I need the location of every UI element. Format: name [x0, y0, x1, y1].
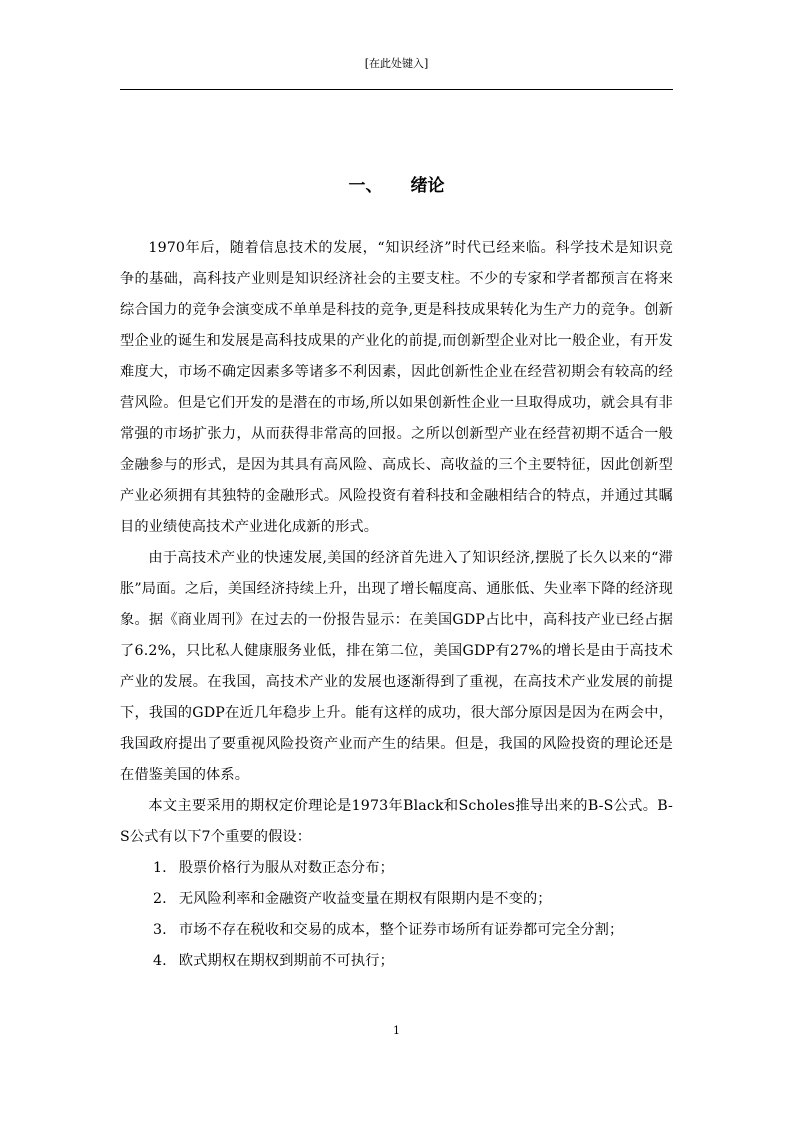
- list-item: [120, 946, 673, 977]
- list-item-number: 4.: [153, 953, 167, 969]
- section-heading: [0, 173, 793, 199]
- page-number: 1: [393, 1024, 400, 1037]
- list-item-text: 无风险利率和金融资产收益变量在期权有限期内是不变的；: [178, 891, 552, 907]
- list-item-text: 欧式期权在期权到期前不可执行；: [178, 953, 394, 969]
- paragraph-intro: 1970年后，随着信息技术的发展，“知识经济”时代已经来临。科学技术是知识竞争的基础，高科技产业则是知识经济社会的主要支柱。不少的专家和学者都预言在将来综合国力的竞争会演变成不单单是科技的竞争,更是科技成果转化为生产力的竞争。创新型企业的诞生和发展是高科技成果的产业化的前提,而创新型企业对比一般企业，有开发难度大，市场不确定因素多等诸多不利因素，因此创新性企业在经营初期会有较高的经营风险。但是它们开发的是潜在的市场,所以如果创新性企业一旦取得成功，就会具有非常强的市场扩张力，从而获得非常高的回报。之所以创新型产业在经营初期不适合一般金融参与的形式，是因为其具有高风险、高成长、高收益的三个主要特征，因此创新型产业必须拥有其独特的金融形式。风险投资有着科技和金融相结合的特点，并通过其瞩目的业绩使高技术产业进化成新的形式。: [120, 240, 673, 535]
- list-item: [120, 853, 673, 884]
- paragraph-us-economy: 由于高技术产业的快速发展,美国的经济首先进入了知识经济,摆脱了长久以来的“滞胀”局面。之后，美国经济持续上升，出现了增长幅度高、通胀低、失业率下降的经济现象。据《商业周刊》在过去的一份报告显示：在美国GDP占比中，高科技产业已经占据了6.2%，只比私人健康服务业低，排在第二位，美国GDP有27%的增长是由于高技术产业的发展。在我国，高技术产业的发展也逐渐得到了重视，在高技术产业发展的前提下，我国的GDP在近几年稳步上升。能有这样的成功，很大部分原因是因为在两会中，我国政府提出了要重视风险投资产业而产生的结果。但是，我国的风险投资的理论还是在借鉴美国的体系。: [120, 550, 673, 783]
- list-item-number: 3.: [153, 922, 167, 938]
- header-divider: [120, 89, 673, 90]
- list-item-number: 2.: [153, 891, 167, 907]
- paragraph-bs-formula: 本文主要采用的期权定价理论是1973年Black和Scholes推导出来的B-S公式。B-S公式有以下7个重要的假设：: [120, 798, 673, 845]
- section-title: 绪论: [410, 176, 445, 196]
- list-item-number: 1.: [153, 860, 167, 876]
- assumption-list: [120, 853, 673, 977]
- page-header: [在此处键入]: [364, 57, 429, 70]
- list-item-text: 市场不存在税收和交易的成本，整个证券市场所有证券都可完全分割；: [178, 922, 624, 938]
- list-item: [120, 884, 673, 915]
- document-body: [120, 233, 673, 977]
- section-number: 一、: [348, 176, 383, 196]
- list-item: [120, 915, 673, 946]
- list-item-text: 股票价格行为服从对数正态分布；: [178, 860, 394, 876]
